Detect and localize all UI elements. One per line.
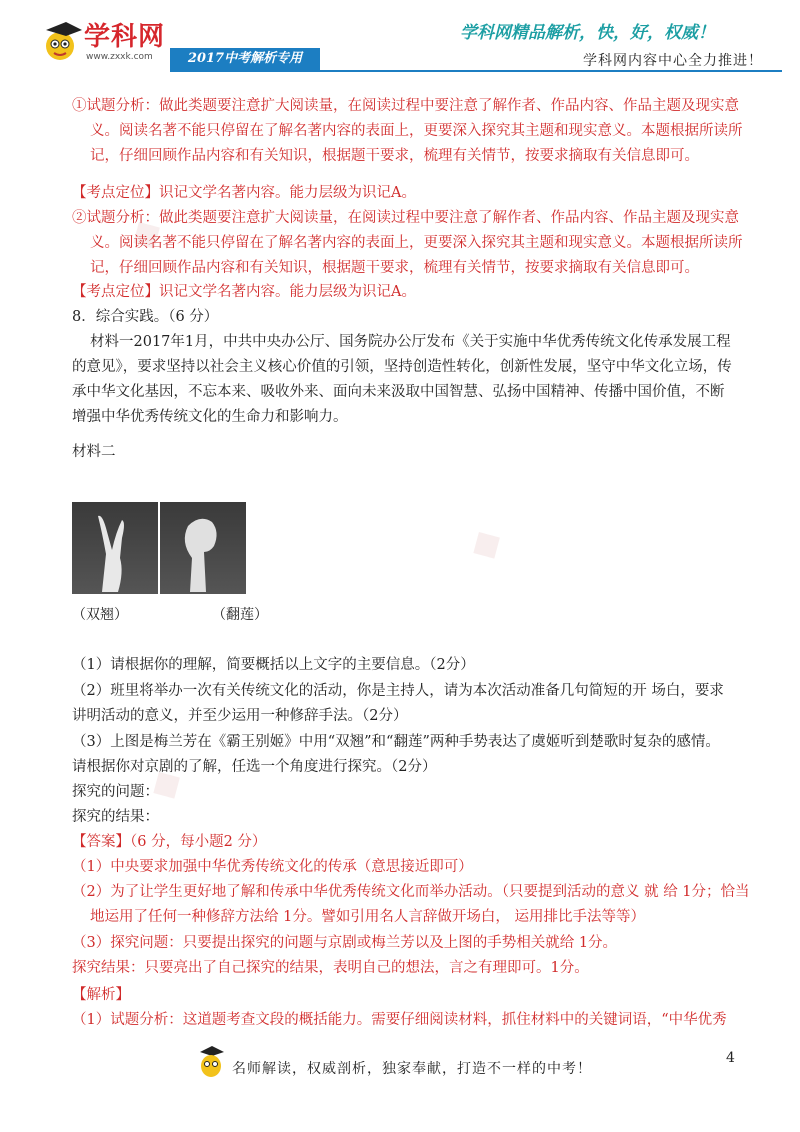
header-slogan: 学科网精品解析，快，好，权威！ [460, 23, 715, 43]
caption-shuangqiao: （双翘） [72, 607, 128, 623]
caption-fanlian: （翻莲） [212, 607, 268, 623]
shuangqiao-photo [72, 502, 158, 594]
answer-tag: 【答案】 [72, 834, 130, 850]
jiexi-1: （1）试题分析：这道题考查文段的概括能力。需要仔细阅读材料，抓住材料中的关键词语，“中华优秀 [72, 1012, 727, 1028]
analysis-1: ①试题分析：做此类题要注意扩大阅读量，在阅读过程中要注意了解作者、作品内容、作品主题及现实意义。阅读名著不能只停留在了解名著内容的表面上，更要深入探究其主题和现实意义。本题根据所读所记，仔细回顾作品内容和有关知识，根据题干要求，梳理有关情节，按要求摘取有关信息即可。 [72, 98, 743, 164]
sub-question-2: （2）班里将举办一次有关传统文化的活动，你是主持人，请为本次活动准备几句简短的开 场白，要求讲明活动的意义，并至少运用一种修辞手法。（2分） [72, 683, 724, 724]
mascot-footer-icon [196, 1044, 226, 1080]
inquiry-result-label: 探究的结果： [72, 809, 159, 825]
answer-3-result: 探究结果：只要亮出了自己探究的结果，表明自己的想法，言之有理即可。1分。 [72, 960, 589, 976]
footer-slogan: 名师解读，权威剖析，独家奉献，打造不一样的中考！ [232, 1061, 592, 1077]
jiexi-heading: 【解析】 [72, 987, 130, 1003]
kaodian-2: 【考点定位】识记文学名著内容。能力层级为识记A。 [72, 284, 416, 300]
hand-gesture-icon [72, 502, 158, 594]
answer-score: （6 分，每小题2 分） [130, 834, 267, 850]
hand-gesture-icon [160, 502, 246, 594]
watermark-logo: ◆ [140, 755, 191, 811]
inquiry-question-label: 探究的问题： [72, 784, 159, 800]
exam-banner: 2017中考解析专用 [170, 48, 320, 70]
sub-question-1: （1）请根据你的理解，简要概括以上文字的主要信息。（2分） [72, 657, 475, 673]
answer-2: （2）为了让学生更好地了解和传承中华优秀传统文化而举办活动。（只要提到活动的意义 就 给 1分；恰当地运用了任何一种修辞方法给 1分。譬如引用名人言辞做开场白， 运用排比手法等等） [72, 884, 750, 925]
answer-3: （3）探究问题：只要提出探究的问题与京剧或梅兰芳以及上图的手势相关就给 1分。 [72, 935, 618, 951]
watermark-logo: ◆ [460, 515, 511, 571]
sub-question-3: （3）上图是梅兰芳在《霸王别姬》中用“双翘”和“翻莲”两种手势表达了虞姬听到楚歌时复杂的感情。请根据你对京剧的了解，任选一个角度进行探究。（2分） [72, 734, 720, 775]
page-header [0, 0, 800, 80]
header-subslogan: 学科网内容中心全力推进！ [583, 53, 763, 69]
material-2-label: 材料二 [72, 444, 116, 460]
brand-url: www.zxxk.com [86, 52, 153, 62]
mascot-logo-icon [38, 18, 86, 64]
page-number: 4 [726, 1050, 735, 1066]
brand-name: 学科网 [84, 22, 166, 52]
answer-1: （1）中央要求加强中华优秀传统文化的传承（意思接近即可） [72, 859, 473, 875]
header-divider [170, 70, 782, 72]
kaodian-1: 【考点定位】识记文学名著内容。能力层级为识记A。 [72, 185, 416, 201]
question-8-title: 8．综合实践。（6 分） [72, 309, 219, 325]
watermark-logo: ◆ [120, 205, 171, 261]
fanlian-photo [160, 502, 246, 594]
answer-heading [72, 830, 734, 855]
material-1: 材料一2017年1月，中共中央办公厅、国务院办公厅发布《关于实施中华优秀传统文化传承发展工程的意见》，要求坚持以社会主义核心价值的引领，坚持创造性转化，创新性发展，坚守中华文化立场，传承中华文化基因，不忘本来、吸收外来、面向未来汲取中国智慧、弘扬中国精神、传播中国价值，不断增强中华优秀传统文化的生命力和影响力。 [72, 334, 732, 425]
analysis-2: ②试题分析：做此类题要注意扩大阅读量，在阅读过程中要注意了解作者、作品内容、作品主题及现实意义。阅读名著不能只停留在了解名著内容的表面上，更要深入探究其主题和现实意义。本题根据所读所记，仔细回顾作品内容和有关知识，根据题干要求，梳理有关情节，按要求摘取有关信息即可。 [72, 210, 743, 276]
